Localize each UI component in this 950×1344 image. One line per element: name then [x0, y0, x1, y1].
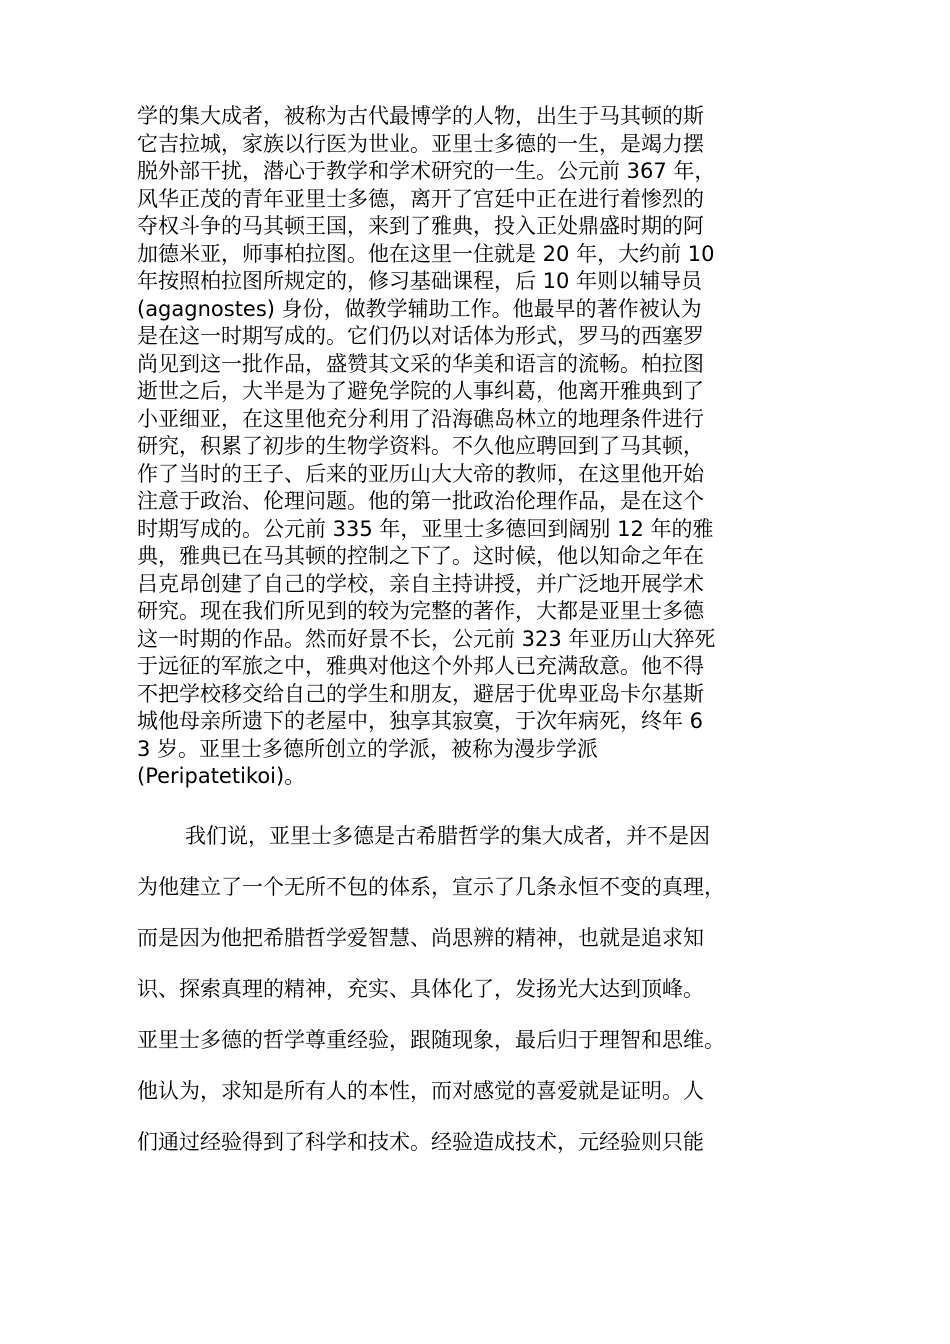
- text-line: 脱外部干扰，潜心于教学和学术研究的一生。公元前 367 年，: [137, 159, 716, 183]
- text-line: 城他母亲所遗下的老屋中，独享其寂寞，于次年病死，终年 6: [137, 709, 704, 733]
- text-line: 典，雅典已在马其顿的控制之下了。这时候，他以知命之年在: [137, 544, 704, 568]
- text-line: 年按照柏拉图所规定的，修习基础课程，后 10 年则以辅导员: [137, 269, 703, 293]
- document-page: [137, 103, 813, 1168]
- text-line: 3 岁。亚里士多德所创立的学派，被称为漫步学派: [137, 736, 599, 761]
- text-line: 夺权斗争的马其顿王国，来到了雅典，投入正处鼎盛时期的阿: [137, 214, 704, 238]
- text-line: 它吉拉城，家族以行医为世业。亚里士多德的一生，是竭力摆: [137, 131, 704, 156]
- text-line: 尚见到这一批作品，盛赞其文采的华美和语言的流畅。柏拉图: [137, 351, 704, 376]
- paragraph-biography: [137, 103, 813, 791]
- text-line: 风华正茂的青年亚里士多德，离开了宫廷中正在进行着惨烈的: [137, 186, 704, 211]
- text-line: 注意于政治、伦理问题。他的第一批政治伦理作品，是在这个: [137, 489, 704, 513]
- text-line: 不把学校移交给自己的学生和朋友，避居于优卑亚岛卡尔基斯: [137, 681, 704, 706]
- text-line: 于远征的军旅之中，雅典对他这个外邦人已充满敌意。他不得: [137, 654, 704, 678]
- text-line: 是在这一时期写成的。它们仍以对话体为形式，罗马的西塞罗: [137, 324, 704, 348]
- text-line: 亚里士多德的哲学尊重经验，跟随现象，最后归于理智和思维。: [137, 1027, 725, 1052]
- text-line: 吕克昂创建了自己的学校，亲自主持讲授，并广泛地开展学术: [137, 571, 704, 596]
- text-line: 而是因为他把希腊哲学爱智慧、尚思辨的精神，也就是追求知: [137, 925, 704, 950]
- text-line: (Peripatetikoi)。: [137, 764, 306, 788]
- text-line: 我们说，亚里士多德是古希腊哲学的集大成者，并不是因: [185, 823, 710, 848]
- text-line: 作了当时的王子、后来的亚历山大大帝的教师，在这里他开始: [137, 461, 704, 486]
- text-line: 们通过经验得到了科学和技术。经验造成技术，元经验则只能: [137, 1129, 704, 1154]
- text-line: (agagnostes) 身份，做教学辅助工作。他最早的著作被认为: [137, 296, 702, 321]
- paragraph-philosophy: [137, 811, 813, 1168]
- text-line: 研究。现在我们所见到的较为完整的著作，大都是亚里士多德: [137, 599, 704, 623]
- text-line: 这一时期的作品。然而好景不长，公元前 323 年亚历山大猝死: [137, 626, 716, 651]
- text-line: 他认为，求知是所有人的本性，而对感觉的喜爱就是证明。人: [137, 1078, 704, 1103]
- text-line: 为他建立了一个无所不包的体系，宣示了几条永恒不变的真理，: [137, 874, 725, 899]
- text-line: 小亚细亚，在这里他充分利用了沿海礁岛林立的地理条件进行: [137, 406, 704, 431]
- text-line: 加德米亚，师事柏拉图。他在这里一住就是 20 年，大约前 10: [137, 241, 715, 266]
- text-line: 时期写成的。公元前 335 年，亚里士多德回到阔别 12 年的雅: [137, 516, 714, 541]
- text-line: 逝世之后，大半是为了避免学院的人事纠葛，他离开雅典到了: [137, 379, 704, 403]
- text-line: 识、探索真理的精神，充实、具体化了，发扬光大达到顶峰。: [137, 976, 704, 1001]
- text-line: 研究，积累了初步的生物学资料。不久他应聘回到了马其顿，: [137, 434, 704, 458]
- text-line: 学的集大成者，被称为古代最博学的人物，出生于马其顿的斯: [137, 104, 704, 128]
